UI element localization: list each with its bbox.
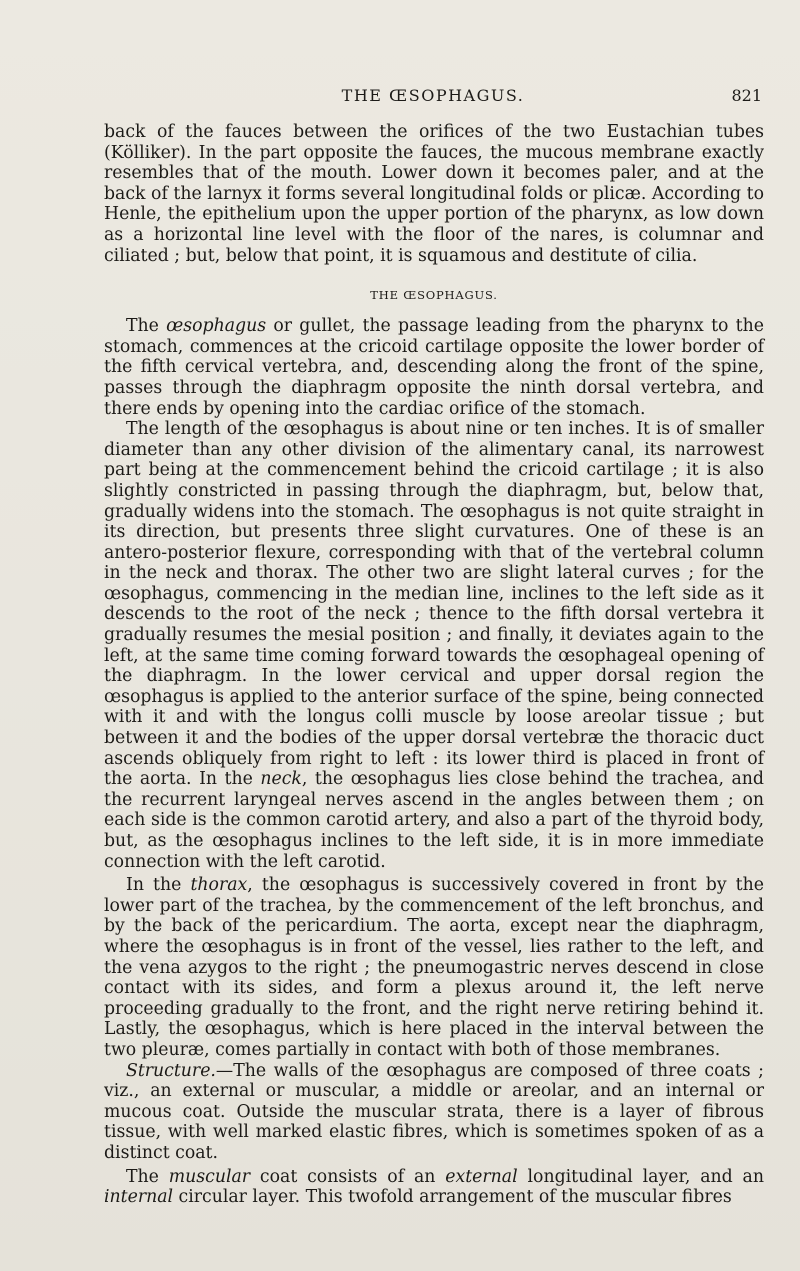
paragraph-structure: [104, 1061, 764, 1164]
paragraph-text: The: [126, 1166, 169, 1187]
page-header: [104, 86, 762, 108]
paragraph-definition: [104, 316, 764, 419]
running-title: THE ŒSOPHAGUS.: [341, 86, 525, 105]
paragraph-text: In the: [126, 875, 191, 896]
italic-term: neck: [260, 769, 302, 790]
paragraph-text: or gullet, the passage leading from the pharynx to the stomach, commences at the cricoid cartilage opposite the lower border of the fifth cervical vertebra, and, descending along the front of the spine, passes through the diaphragm opposite the ninth dorsal vertebra, and there ends by opening into the cardiac orifice of the stomach.: [104, 316, 764, 419]
paragraph-text: The length of the œsophagus is about nine or ten inches. It is of smaller diameter than any other division of the alimentary canal, its narrowest part being at the commencement behind the cricoid cartilage ; it is also slightly constricted in passing through the diaphragm, but, below that, gradually widens into the stomach. The œsophagus is not quite straight in its direction, but presents three slight curvatures. One of these is an antero-posterior flexure, corresponding with that of the vertebral column in the neck and thorax. The other two are slight lateral curves ; for the œsophagus, commencing in the median line, inclines to the left side as it descends to the root of the neck ; thence to the fifth dorsal vertebra it gradually resumes the mesial position ; and finally, it deviates again to the left, at the same time coming forward towards the œsophageal opening of the diaphragm. In the lower cervical and upper dorsal region the œsophagus is applied to the anterior surface of the spine, being connected with it and with the longus colli muscle by loose areolar tissue ; but between it and the bodies of the upper dorsal vertebræ the thoracic duct ascends obliquely from right to left : its lower third is placed in front of the aorta. In the: [104, 419, 764, 790]
italic-term: thorax: [190, 875, 248, 896]
paragraph-text: circular layer. This twofold arrangement of the muscular fibres: [173, 1187, 732, 1208]
italic-term: muscular: [168, 1166, 251, 1187]
paragraph-muscular: [104, 1167, 764, 1208]
section-title: THE ŒSOPHAGUS.: [370, 288, 498, 303]
paragraph-text: —The walls of the œsophagus are composed of three coats ; viz., an external or muscular, a middle or areolar, and an internal or mucous coat. Outside the muscular strata, there is a layer of fibrous tissue, with well marked elastic fibres, which is sometimes spoken of as a distinct coat.: [104, 1060, 764, 1163]
paragraph-text: , the œsophagus lies close behind the trachea, and the recurrent laryngeal nerves ascend in the angles between them ; on each side is the common carotid artery, and also a part of the thyroid body, but, as the œsophagus inclines to the left side, it is in more immediate connection with the left carotid.: [104, 769, 764, 872]
italic-term: internal: [104, 1187, 174, 1208]
paragraph-text: , the œsophagus is successively covered in front by the lower part of the trachea, by the commencement of the left bronchus, and by the back of the pericardium. The aorta, except near the diaphragm, where the œsophagus is in front of the vessel, lies rather to the left, and the vena azygos to the right ; the pneumogastric nerves descend in close contact with its sides, and form a plexus around it, the left nerve proceeding gradually to the front, and the right nerve retiring behind it. Lastly, the œsophagus, which is here placed in the interval between the two pleuræ, comes partially in contact with both of those membranes.: [104, 875, 764, 1060]
continuation-paragraph: back of the fauces between the orifices of the two Eustachian tubes (Kölliker). In the part opposite the fauces, the mucous membrane exactly resembles that of the mouth. Lower down it becomes paler, and at the back of the larnyx it forms several longitudinal folds or plicæ. According to Henle, the epithelium upon the upper portion of the pharynx, as low down as a horizontal line level with the floor of the nares, is columnar and ciliated ; but, below that point, it is squamous and destitute of cilia.: [104, 122, 764, 266]
paragraph-thorax: [104, 875, 764, 1060]
italic-term: œsophagus: [166, 316, 267, 337]
paragraph-text: coat consists of an: [250, 1166, 446, 1187]
paragraph-text: longitudinal layer, and an: [517, 1166, 764, 1187]
page-body: [104, 122, 764, 1208]
page-number: 821: [731, 86, 762, 105]
paragraph-course: [104, 419, 764, 872]
italic-term: external: [445, 1166, 518, 1187]
italic-term: Structure.: [126, 1060, 216, 1081]
paragraph-text: The: [126, 316, 167, 337]
